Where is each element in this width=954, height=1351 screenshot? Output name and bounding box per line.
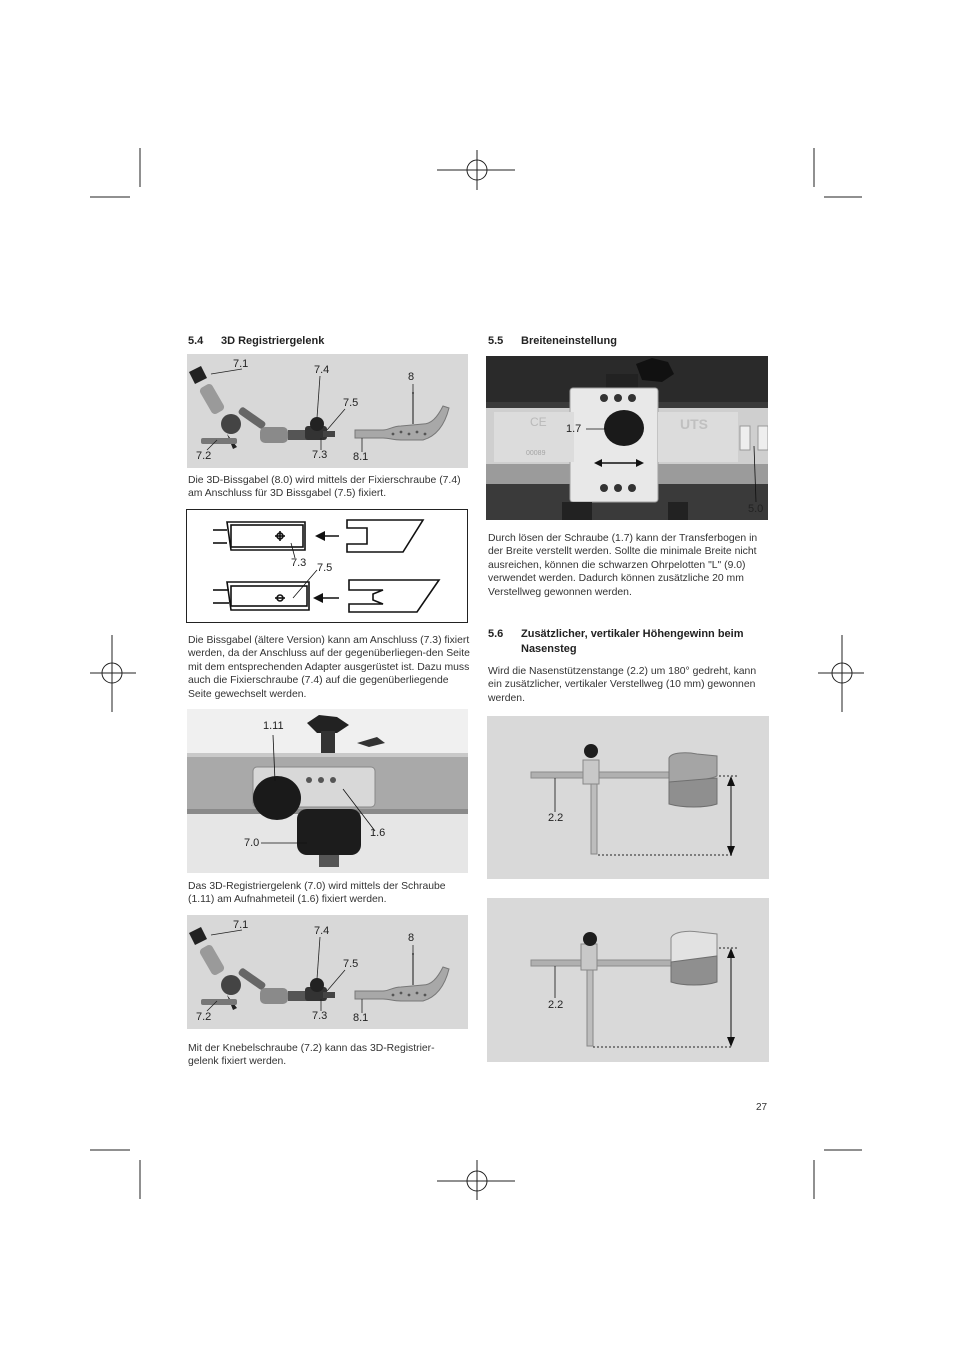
photo-nose-rod-rotated: [487, 898, 769, 1062]
label-7-3: 7.3: [312, 1010, 328, 1022]
section-number: 5.4: [188, 335, 204, 347]
caption-knebel-screw: Mit der Knebelschraube (7.2) kann das 3D-Registrier-gelenk fixiert werden.: [188, 1043, 435, 1068]
paragraph-nose-rod: Wird die Nasenstützenstange (2.2) um 180° gedreht, kann ein zusätzlicher, vertikaler Verstellweg (10 mm) gewonnen werden.: [488, 666, 757, 704]
photo-3d-joint-fixing: [187, 915, 468, 1029]
nose-rod-illustration-2: [487, 898, 769, 1062]
diagram-label-7-5: 7.5: [317, 562, 333, 574]
mounting-illustration: [187, 709, 468, 873]
label-8-1: 8.1: [353, 451, 369, 463]
label-1-7: 1.7: [566, 423, 582, 435]
nose-rod-illustration-1: [487, 716, 769, 879]
section-title-line-2: Nasensteg: [521, 643, 577, 655]
diagram-label-7-3: 7.3: [291, 557, 307, 569]
page-number: 27: [756, 1102, 768, 1113]
label-7-1: 7.1: [233, 919, 249, 931]
label-5-0: 5.0: [748, 503, 764, 515]
paragraph-width-adjustment: Durch lösen der Schraube (1.7) kann der Transferbogen in der Breite verstellt werden. Sollte die minimale Breite nicht ausreichen, können die schwarzen Ohrpelotten "L" (9.0) verwendet werden. Dadurch können zusätzliche 20 mm Verstellweg gewonnen werden.: [488, 533, 758, 598]
label-2-2: 2.2: [548, 812, 564, 824]
bar-serial-mark: 00089: [526, 450, 546, 457]
width-adjustment-illustration: [486, 356, 768, 520]
section-5-5-heading: [488, 335, 617, 347]
label-7-5: 7.5: [343, 397, 359, 409]
label-7-4: 7.4: [314, 925, 330, 937]
section-number: 5.5: [488, 335, 504, 347]
label-1-11: 1.11: [263, 720, 284, 732]
caption-bite-fork: Die 3D-Bissgabel (8.0) wird mittels der Fixierschraube (7.4) am Anschluss für 3D Bissgabel (7.5) fixiert.: [188, 475, 461, 500]
label-2-2: 2.2: [548, 999, 564, 1011]
label-7-3: 7.3: [312, 449, 328, 461]
label-7-2: 7.2: [196, 450, 212, 462]
label-1-6: 1.6: [370, 827, 386, 839]
label-8: 8: [408, 932, 415, 944]
section-5-4-heading: [188, 335, 324, 347]
label-8: 8: [408, 371, 415, 383]
label-8-1: 8.1: [353, 1012, 369, 1024]
photo-nose-rod-standard: [487, 716, 769, 879]
bar-ce-mark: CE: [530, 415, 547, 429]
label-7-0: 7.0: [244, 837, 260, 849]
label-7-2: 7.2: [196, 1011, 212, 1023]
registration-mark-left: [90, 635, 136, 712]
bar-brand-mark: UTS: [680, 416, 708, 432]
label-7-4: 7.4: [314, 364, 330, 376]
photo-mounting: [187, 709, 468, 873]
section-title: 3D Registriergelenk: [221, 335, 325, 347]
photo-width-adjustment: [486, 356, 768, 520]
caption-mounting: Das 3D-Registriergelenk (7.0) wird mittels der Schraube (1.11) am Aufnahmeteil (1.6) fixiert werden.: [188, 881, 446, 906]
registration-mark-top: [437, 150, 515, 190]
label-7-5: 7.5: [343, 958, 359, 970]
section-title-line-1: Zusätzlicher, vertikaler Höhengewinn beim: [521, 628, 744, 640]
paragraph-old-bite-fork: Die Bissgabel (ältere Version) kann am Anschluss (7.3) fixiert werden, da der Anschluss auf der gegenüberliegen-den Seite mit dem entsprechenden Adapter ausgerüstet ist. Dazu muss auch die Fixierschraube (7.4) auf die gegenüberliegende Seite gewechselt werden.: [188, 635, 470, 700]
section-5-6-heading: [488, 627, 768, 657]
label-7-1: 7.1: [233, 358, 249, 370]
registration-mark-bottom: [437, 1160, 515, 1200]
section-title: Breiteneinstellung: [521, 335, 617, 347]
photo-3d-joint: [187, 354, 468, 468]
section-number: 5.6: [488, 628, 504, 640]
adapter-diagram: [186, 509, 468, 623]
registration-mark-right: [818, 635, 864, 712]
